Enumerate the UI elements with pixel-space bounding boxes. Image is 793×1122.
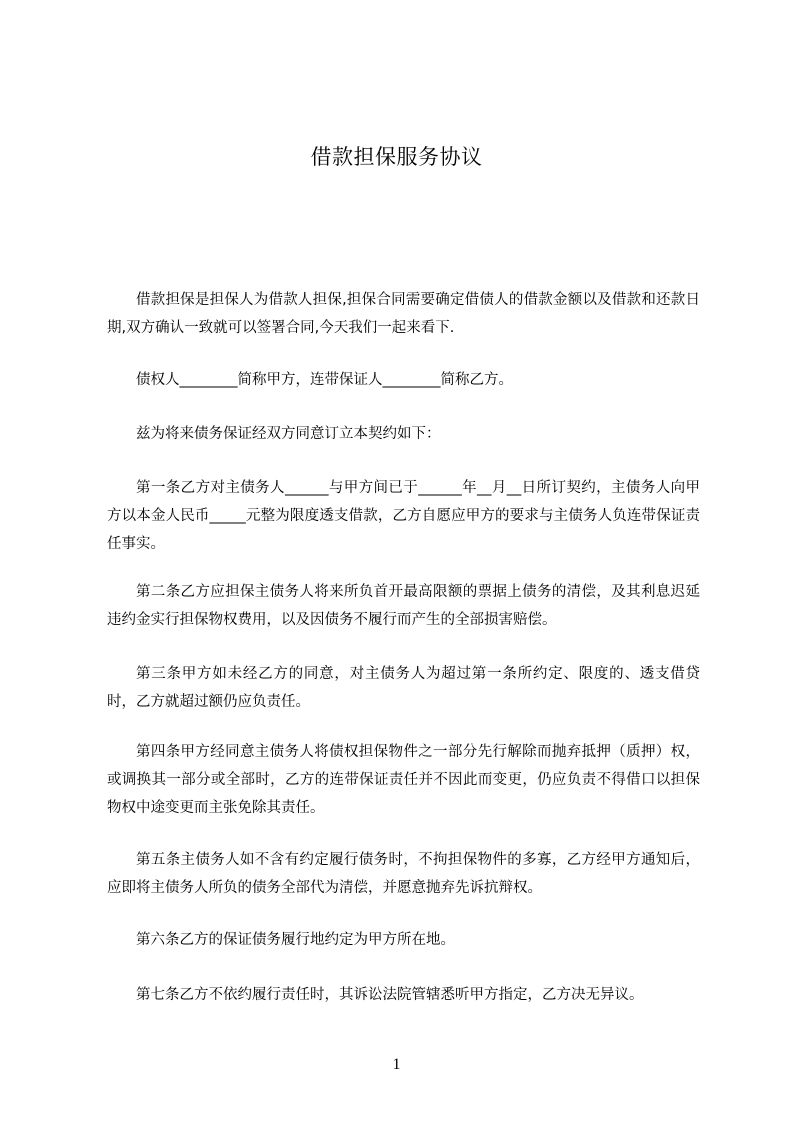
article-5-paragraph: 第五条主债务人如不含有约定履行债务时，不拘担保物件的多寡，乙方经甲方通知后，应即将主债务人所负的债务全部代为清偿，并愿意抛弃先诉抗辩权。 [107,852,700,896]
page-number: 1 [392,1056,401,1073]
article-2-paragraph: 第二条乙方应担保主债务人将来所负首开最高限额的票据上债务的清偿，及其利息迟延违约金实行担保物权费用，以及因债务不履行而产生的全部损害赔偿。 [107,584,700,628]
agreement-preamble: 兹为将来债务保证经双方同意订立本契约如下： [136,426,441,442]
document-title: 借款担保服务协议 [310,145,483,169]
article-7-paragraph: 第七条乙方不依约履行责任时，其诉讼法院管辖悉听甲方指定，乙方决无异议。 [136,987,644,1003]
article-6-paragraph: 第六条乙方的保证债务履行地约定为甲方所在地。 [136,932,455,948]
article-4-paragraph: 第四条甲方经同意主债务人将债权担保物件之一部分先行解除而抛弃抵押（质押）权，或调换其一部分或全部时，乙方的连带保证责任并不因此而变更，仍应负责不得借口以担保物权中途变更而主张免除其责任。 [107,744,700,816]
parties-paragraph: 债权人________简称甲方，连带保证人________简称乙方。 [136,372,513,388]
article-3-paragraph: 第三条甲方如未经乙方的同意，对主债务人为超过第一条所约定、限度的、透支借贷时，乙方就超过额仍应负责任。 [107,666,700,710]
article-1-paragraph: 第一条乙方对主债务人______与甲方间已于______年__月__日所订契约，主债务人向甲方以本金人民币_____元整为限度透支借款，乙方自愿应甲方的要求与主债务人负连带保证责任事实。 [107,480,700,552]
intro-paragraph: 借款担保是担保人为借款人担保,担保合同需要确定借债人的借款金额以及借款和还款日期,双方确认一致就可以签署合同,今天我们一起来看下. [107,292,700,336]
